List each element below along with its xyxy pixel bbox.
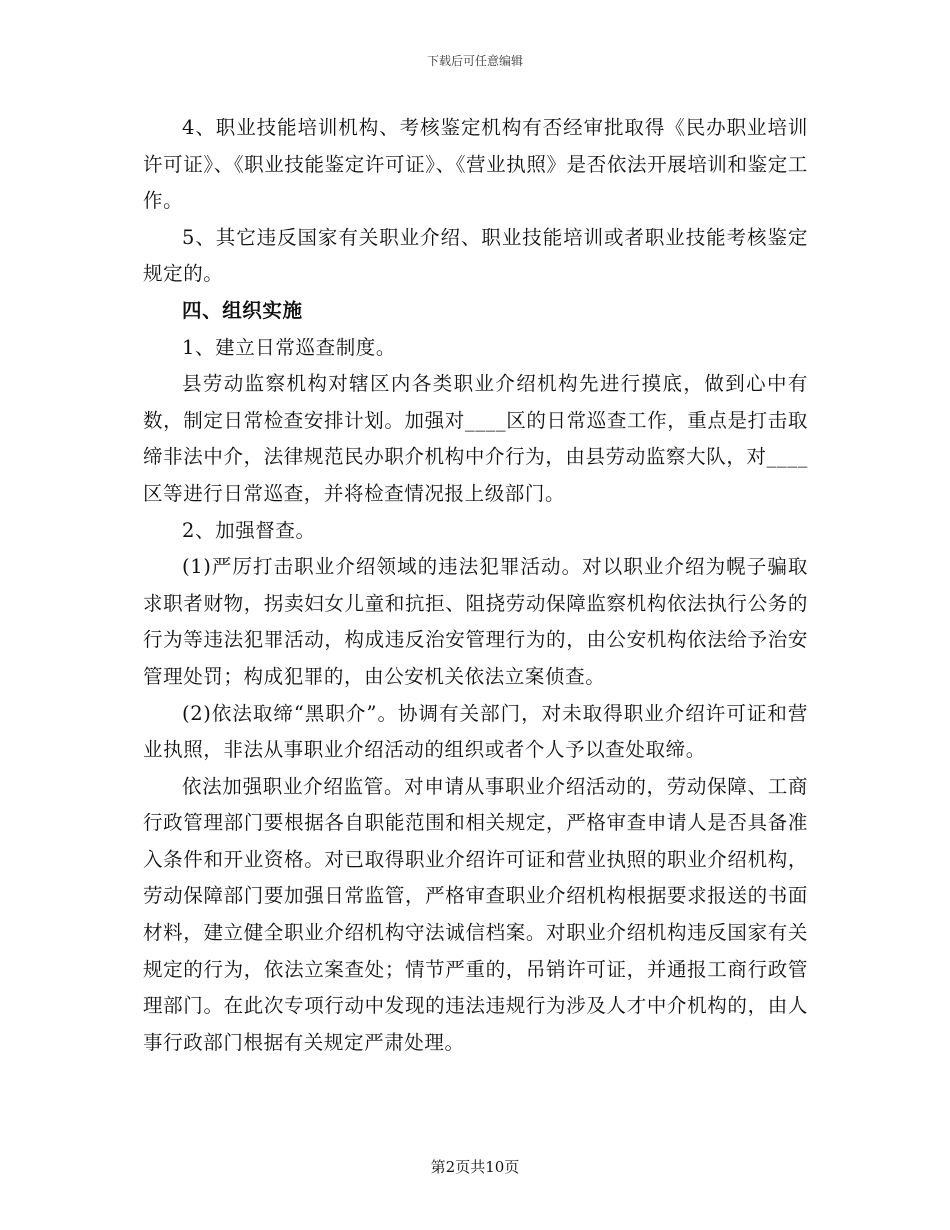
subheading-daily-patrol: 1、建立日常巡查制度。 <box>182 335 397 359</box>
paragraph-regulation: 依法加强职业介绍监管。对申请从事职业介绍活动的，劳动保障、工商行政管理部门要根据各自职能范围和相关规定，严格审查申请人是否具备准入条件和开业资格。对已取得职业介绍许可证和营业执照的职业介绍机构，劳动保障部门要加强日常监管，严格审查职业介绍机构根据要求报送的书面材料，建立健全职业介绍机构守法诚信档案。对职业介绍机构违反国家有关规定的行为，依法立案查处；情节严重的，吊销许可证，并通报工商行政管理部门。在此次专项行动中发现的违法违规行为涉及人才中介机构的，由人事行政部门根据有关规定严肃处理。 <box>143 774 808 1054</box>
section-heading: 四、组织实施 <box>182 298 303 322</box>
subheading-supervision: 2、加强督查。 <box>182 518 316 542</box>
paragraph-item-5: 5、其它违反国家有关职业介绍、职业技能培训或者职业技能考核鉴定规定的。 <box>143 225 808 286</box>
paragraph-crackdown: (1)严厉打击职业介绍领域的违法犯罪活动。对以职业介绍为幌子骗取求职者财物，拐卖妇女儿童和抗拒、阻挠劳动保障监察机构依法执行公务的行为等违法犯罪活动，构成违反治安管理行为的，由公安机构依法给予治安管理处罚；构成犯罪的，由公安机关依法立案侦查。 <box>143 555 808 688</box>
page-number: 第2页共10页 <box>430 1158 520 1176</box>
paragraph-item-4: 4、职业技能培训机构、考核鉴定机构有否经审批取得《民办职业培训许可证》、《职业技能鉴定许可证》、《营业执照》是否依法开展培训和鉴定工作。 <box>143 116 808 213</box>
paragraph-ban-illegal-agencies: (2)依法取缔“黑职介”。协调有关部门，对未取得职业介绍许可证和营业执照，非法从事职业介绍活动的组织或者个人予以查处取缔。 <box>143 701 808 762</box>
paragraph-daily-patrol: 县劳动监察机构对辖区内各类职业介绍机构先进行摸底，做到心中有数，制定日常检查安排计划。加强对____区的日常巡查工作，重点是打击取缔非法中介，法律规范民办职介机构中介行为，由县劳动监察大队，对____区等进行日常巡查，并将检查情况报上级部门。 <box>143 372 808 505</box>
document-body <box>143 110 808 1061</box>
header-note: 下载后可任意编辑 <box>426 54 523 68</box>
